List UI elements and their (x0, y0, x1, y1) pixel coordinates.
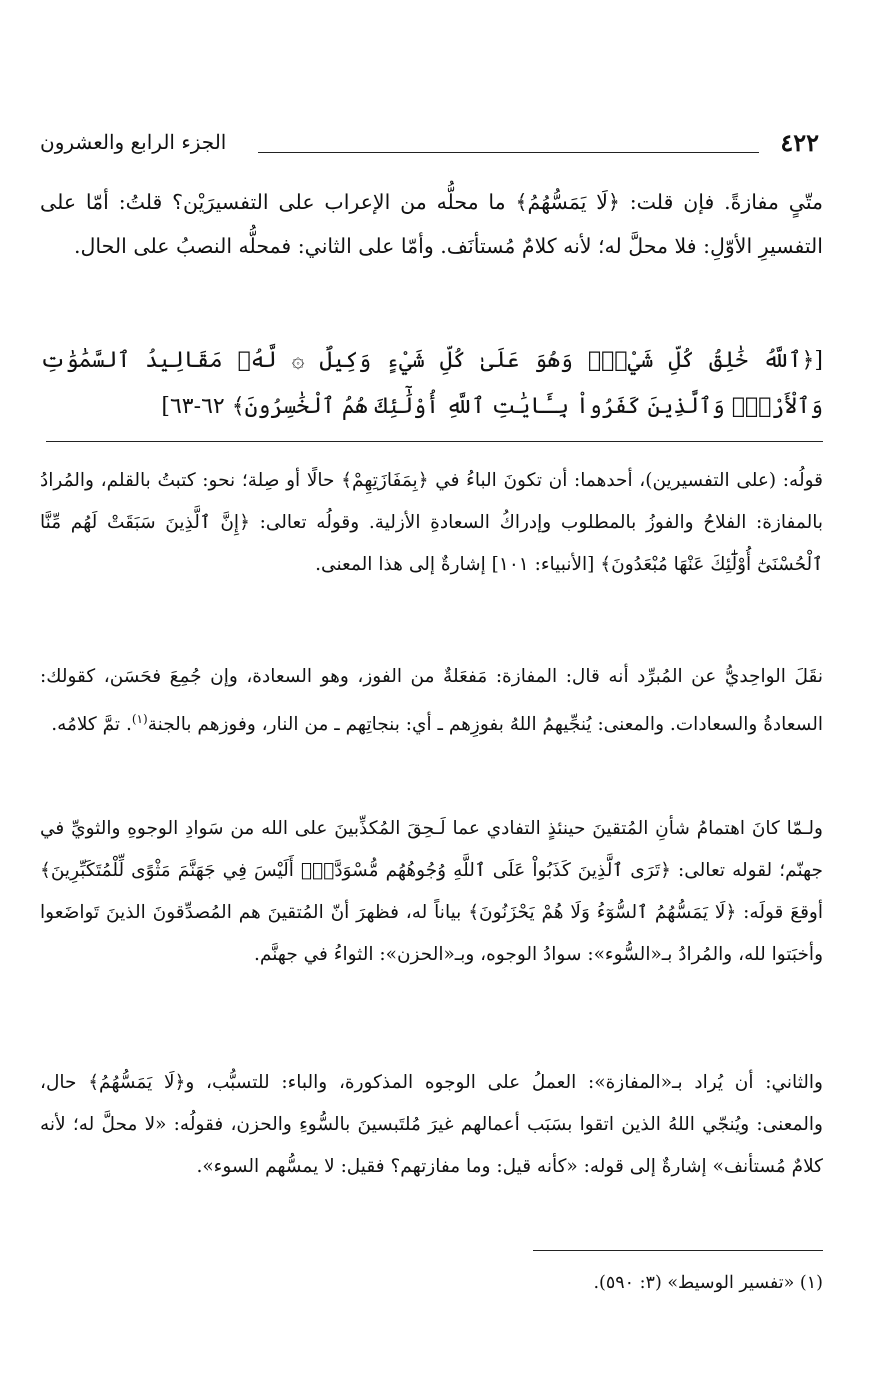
footnotes (40, 1268, 823, 1298)
commentary-3 (40, 808, 823, 976)
commentary-paragraph-2-text: نقَلَ الواحِديُّ عن المُبرِّد أنه قال: المفازة: مَفعَلةٌ من الفوز، وهو السعادة، وإن جُمِعَ فحَسَن، كقولك: السعادةُ والسعادات. والمعنى: يُنجِّيهمُ اللهُ بفوزِهم ـ أي: بنجاتِهم ـ من النار، وفوزهم بالجنة (40, 666, 823, 736)
main-paragraph: متّىٍ مفازةً. فإن قلت: ﴿لَا يَمَسُّهُمُ﴾ ما محلُّه من الإعراب على التفسيرَيْن؟ قلتُ: أمّا على التفسيرِ الأوّلِ: فلا محلَّ له؛ لأنه كلامٌ مُستأنَف. وأمّا على الثاني: فمحلُّه النصبُ على الحال. (40, 190, 823, 258)
commentary-paragraph-2-end: . تمَّ كلامُه. (51, 714, 132, 736)
page-header (40, 128, 819, 164)
commentary-1 (40, 460, 823, 586)
footnote-1: (١) «تفسير الوسيط» (٣: ٥٩٠). (593, 1273, 823, 1293)
commentary-paragraph-4: والثاني: أن يُراد بـ«المفازة»: العملُ على الوجوه المذكورة، والباء: للتسبُّب، و﴿لَا يَمَسُّهُمُ﴾ حال، والمعنى: ويُنجّي اللهُ الذين اتقوا بسَبَب أعمالهم غيرَ مُلتَبسينَ بالسُّوءِ والحزن، فقولُه: «لا محلَّ له؛ لأنه كلامٌ مُستأنف» إشارةٌ إلى قوله: «كأنه قيل: وما مفازتهم؟ فقيل: لا يمسُّهم السوء». (40, 1072, 823, 1177)
footnote-reference[interactable]: (١) (131, 712, 148, 726)
page-number: ٤٢٢ (780, 128, 819, 157)
section-divider (46, 441, 823, 442)
running-title: الجزء الرابع والعشرون (40, 130, 227, 154)
header-rule (258, 152, 759, 153)
commentary-paragraph-2 (40, 656, 823, 746)
footnote-rule (533, 1250, 823, 1251)
commentary-4 (40, 1062, 823, 1188)
commentary-2 (40, 656, 823, 746)
quran-verse: [﴿ٱللَّهُ خَٰلِقُ كُلِّ شَيْءٍۖ وَهُوَ عَلَىٰ كُلِّ شَيْءٍ وَكِيلٌ ۞ لَّهُۥ مَقَالِيدُ ٱلسَّمَٰوَٰتِ وَٱلْأَرْضِۗ وَٱلَّذِينَ كَفَرُواْ بِـَٔايَٰتِ ٱللَّهِ أُوْلَٰٓئِكَ هُمُ ٱلْخَٰسِرُونَ﴾ ٦٢-٦٣] (40, 348, 823, 419)
commentary-paragraph-1: قولُه: (على التفسيرين)، أحدهما: أن تكونَ الباءُ في ﴿بِمَفَازَتِهِمْ﴾ حالًا أو صِلة؛ نحو: كتبتُ بالقلم، والمُرادُ بالمفازة: الفلاحُ والفوزُ بالمطلوب وإدراكُ السعادةِ الأزلية. وقولُه تعالى: ﴿إِنَّ ٱلَّذِينَ سَبَقَتْ لَهُم مِّنَّا ٱلْحُسْنَىٰٓ أُوْلَٰٓئِكَ عَنْهَا مُبْعَدُونَ﴾ [الأنبياء: ١٠١] إشارةٌ إلى هذا المعنى. (40, 470, 823, 575)
commentary-paragraph-3: ولـمّا كانَ اهتمامُ شأنِ المُتقينَ حينئذٍ التفادي عما لَـحِقَ المُكذِّبينَ على الله من سَوادِ الوجوهِ والثويِّ في جهنّم؛ لقوله تعالى: ﴿تَرَى ٱلَّذِينَ كَذَبُواْ عَلَى ٱللَّهِ وُجُوهُهُم مُّسْوَدَّةٌۚ أَلَيْسَ فِي جَهَنَّمَ مَثْوًى لِّلْمُتَكَبِّرِينَ﴾ أوقعَ قولَه: ﴿لَا يَمَسُّهُمُ ٱلسُّوٓءُ وَلَا هُمْ يَحْزَنُونَ﴾ بياناً له، فظهرَ أنّ المُتقينَ هم المُصدِّقونَ الذينَ تَواضَعوا وأخبَتوا لله، والمُرادُ بـ«السُّوء»: سوادُ الوجوه، وبـ«الحزن»: الثواءُ في جهنَّم. (40, 818, 823, 965)
quran-verse-block (40, 338, 823, 430)
main-text (40, 180, 823, 268)
